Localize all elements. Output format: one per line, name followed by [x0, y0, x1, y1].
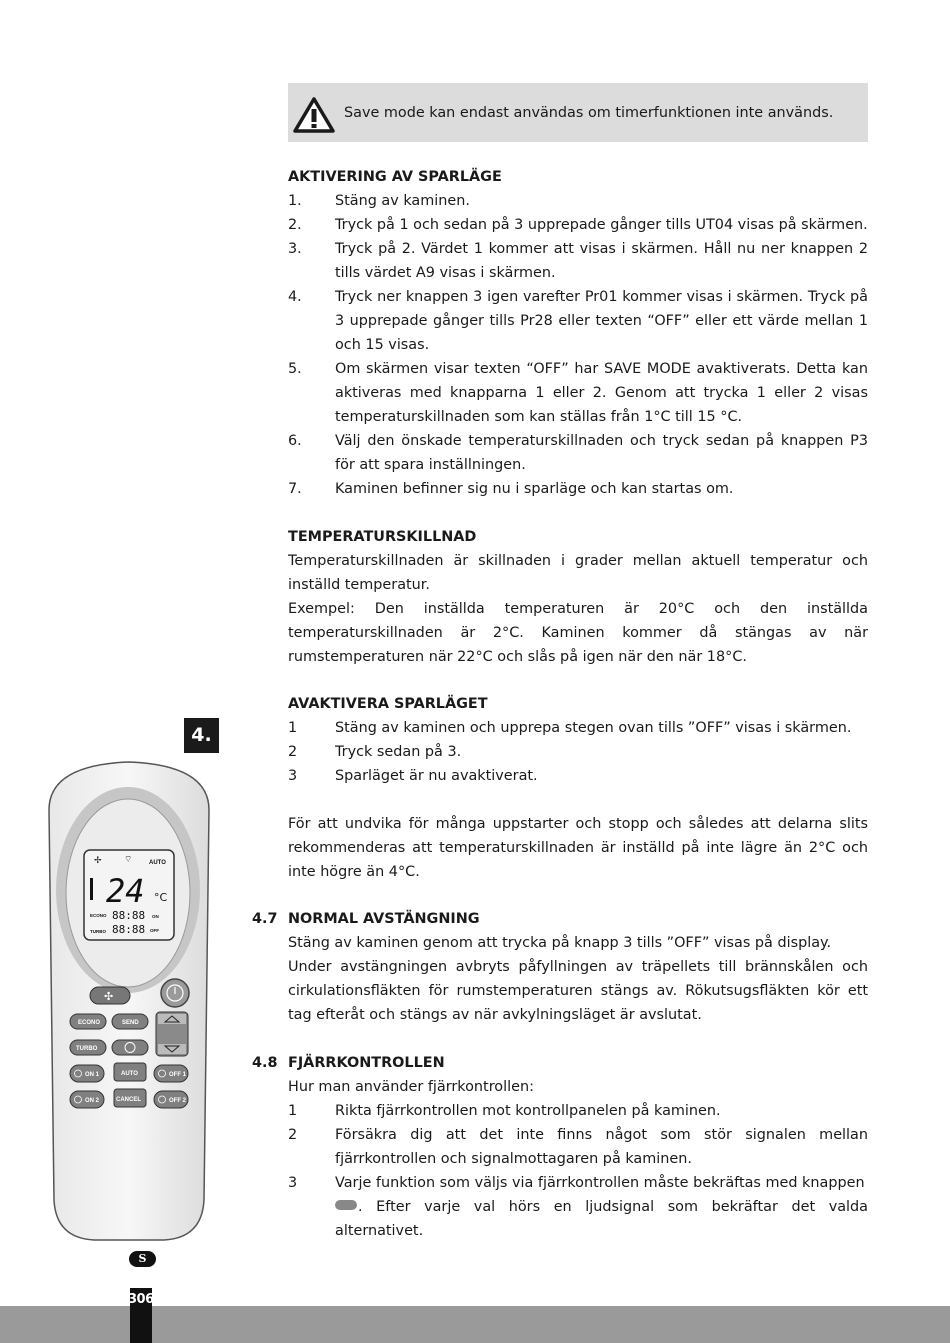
- send-button-icon: [335, 1200, 357, 1210]
- activation-heading: AKTIVERING AV SPARLÄGE: [288, 169, 502, 185]
- deactivate-section: [288, 692, 868, 884]
- lcd-unit: °C: [154, 891, 168, 904]
- chapter-marker: 4.: [184, 718, 219, 753]
- list-item: 6. Välj den önskade temperaturskillnaden och tryck sedan på knappen P3 för att spara inställningen.: [288, 433, 868, 473]
- svg-text:AUTO: AUTO: [121, 1071, 138, 1077]
- remote-heading: FJÄRRKONTROLLEN: [288, 1055, 445, 1071]
- normal-off-section: [288, 907, 868, 1027]
- remote-section: [288, 1051, 868, 1243]
- list-item: 1 Rikta fjärrkontrollen mot kontrollpanelen på kaminen.: [288, 1103, 721, 1119]
- fan-icon: ✢: [94, 856, 102, 866]
- lcd-temperature: 24: [106, 872, 145, 910]
- lcd-time-on: 88:88: [112, 909, 146, 922]
- temp-diff-section: [288, 525, 868, 669]
- list-item: 3 Varje funktion som väljs via fjärrkontrollen måste bekräftas med knappen . Efter varje val hörs en ljudsignal som bekräftar det valda alternativet.: [288, 1175, 868, 1239]
- list-item: 2 Tryck sedan på 3.: [288, 744, 462, 760]
- svg-text:TURBO: TURBO: [76, 1046, 98, 1052]
- svg-text:OFF 2: OFF 2: [169, 1098, 187, 1104]
- list-item: 2. Tryck på 1 och sedan på 3 upprepade gånger tills UT04 visas på skärmen.: [288, 217, 868, 233]
- lcd-on: ON: [152, 914, 159, 919]
- svg-text:SEND: SEND: [122, 1020, 139, 1026]
- deactivate-note: För att undvika för många uppstarter och stopp och således att delarna slits rekommenderas att temperaturskillnaden är inställd på inte lägre än 2°C och inte högre än 4°C.: [288, 816, 868, 880]
- fan-icon: ✣: [104, 990, 114, 1003]
- svg-text:CANCEL: CANCEL: [116, 1097, 141, 1103]
- svg-text:OFF 1: OFF 1: [169, 1072, 187, 1078]
- warning-box: [288, 83, 868, 142]
- normal-off-p2: Under avstängningen avbryts påfyllningen av träpellets till brännskålen och cirkulationsfläkten för rumstemperaturen stängs av. Rökutsugsfläkten kör ett tag efteråt och stängs av när avkylningsläget är avslutat.: [288, 959, 868, 1023]
- list-item: 1 Stäng av kaminen och upprepa stegen ovan tills ”OFF” visas i skärmen.: [288, 720, 852, 736]
- remote-control-illustration: [44, 760, 214, 1250]
- normal-off-p1: Stäng av kaminen genom att trycka på knapp 3 tills ”OFF” visas på display.: [288, 935, 832, 951]
- normal-off-heading: NORMAL AVSTÄNGNING: [288, 911, 480, 927]
- list-item: 2 Försäkra dig att det inte finns något som stör signalen mellan fjärrkontrollen och signalmottagaren på kaminen.: [288, 1127, 868, 1167]
- lcd-econo: ECONO: [90, 913, 107, 918]
- lcd-off: OFF: [150, 928, 159, 933]
- lcd-auto-label: AUTO: [149, 860, 166, 866]
- remote-intro: Hur man använder fjärrkontrollen:: [288, 1079, 534, 1095]
- list-item: 7. Kaminen befinner sig nu i sparläge och kan startas om.: [288, 481, 734, 497]
- svg-text:ON 2: ON 2: [85, 1098, 100, 1104]
- list-item: 3 Sparläget är nu avaktiverat.: [288, 768, 538, 784]
- list-item: 5. Om skärmen visar texten “OFF” har SAVE MODE avaktiverats. Detta kan aktiveras med knapparna 1 eller 2. Genom att trycka 1 eller 2 visas temperaturskillnaden som kan ställas från 1°C till 15 °C.: [288, 361, 868, 425]
- activation-steps: [288, 189, 868, 501]
- section-number-4-8: 4.8: [252, 1055, 278, 1071]
- signal-icon: ⌔: [124, 855, 133, 865]
- activation-section: [288, 165, 868, 501]
- lcd-turbo: TURBO: [90, 929, 106, 934]
- list-item: 4. Tryck ner knappen 3 igen varefter Pr01 kommer visas i skärmen. Tryck på 3 upprepade gånger tills Pr28 eller texten “OFF” eller ett värde mellan 1 och 15 visas.: [288, 289, 868, 353]
- svg-text:ECONO: ECONO: [78, 1020, 101, 1026]
- language-badge: S: [129, 1251, 156, 1267]
- list-item: 3. Tryck på 2. Värdet 1 kommer att visas i skärmen. Håll nu ner knappen 2 tills värdet A9 visas i skärmen.: [288, 241, 868, 281]
- deactivate-heading: AVAKTIVERA SPARLÄGET: [288, 696, 488, 712]
- temp-diff-example: Exempel: Den inställda temperaturen är 20°C och den inställda temperaturskillnaden är 2°C. Kaminen kommer då stängas av när rumstemperaturen när 22°C och slås på igen när den när 18°C.: [288, 601, 868, 665]
- svg-text:ON 1: ON 1: [85, 1072, 100, 1078]
- list-item: 1. Stäng av kaminen.: [288, 193, 470, 209]
- lcd-time-off: 88:88: [112, 923, 146, 936]
- section-number-4-7: 4.7: [252, 911, 278, 927]
- warning-triangle-icon: [292, 96, 336, 134]
- temp-diff-paragraph: Temperaturskillnaden är skillnaden i grader mellan aktuell temperatur och inställd temperatur.: [288, 553, 868, 593]
- warning-text: Save mode kan endast användas om timerfunktionen inte används.: [344, 105, 834, 121]
- lcd-level-bars: [90, 878, 93, 900]
- temp-diff-heading: TEMPERATURSKILLNAD: [288, 529, 477, 545]
- page-number: 306: [128, 1292, 154, 1307]
